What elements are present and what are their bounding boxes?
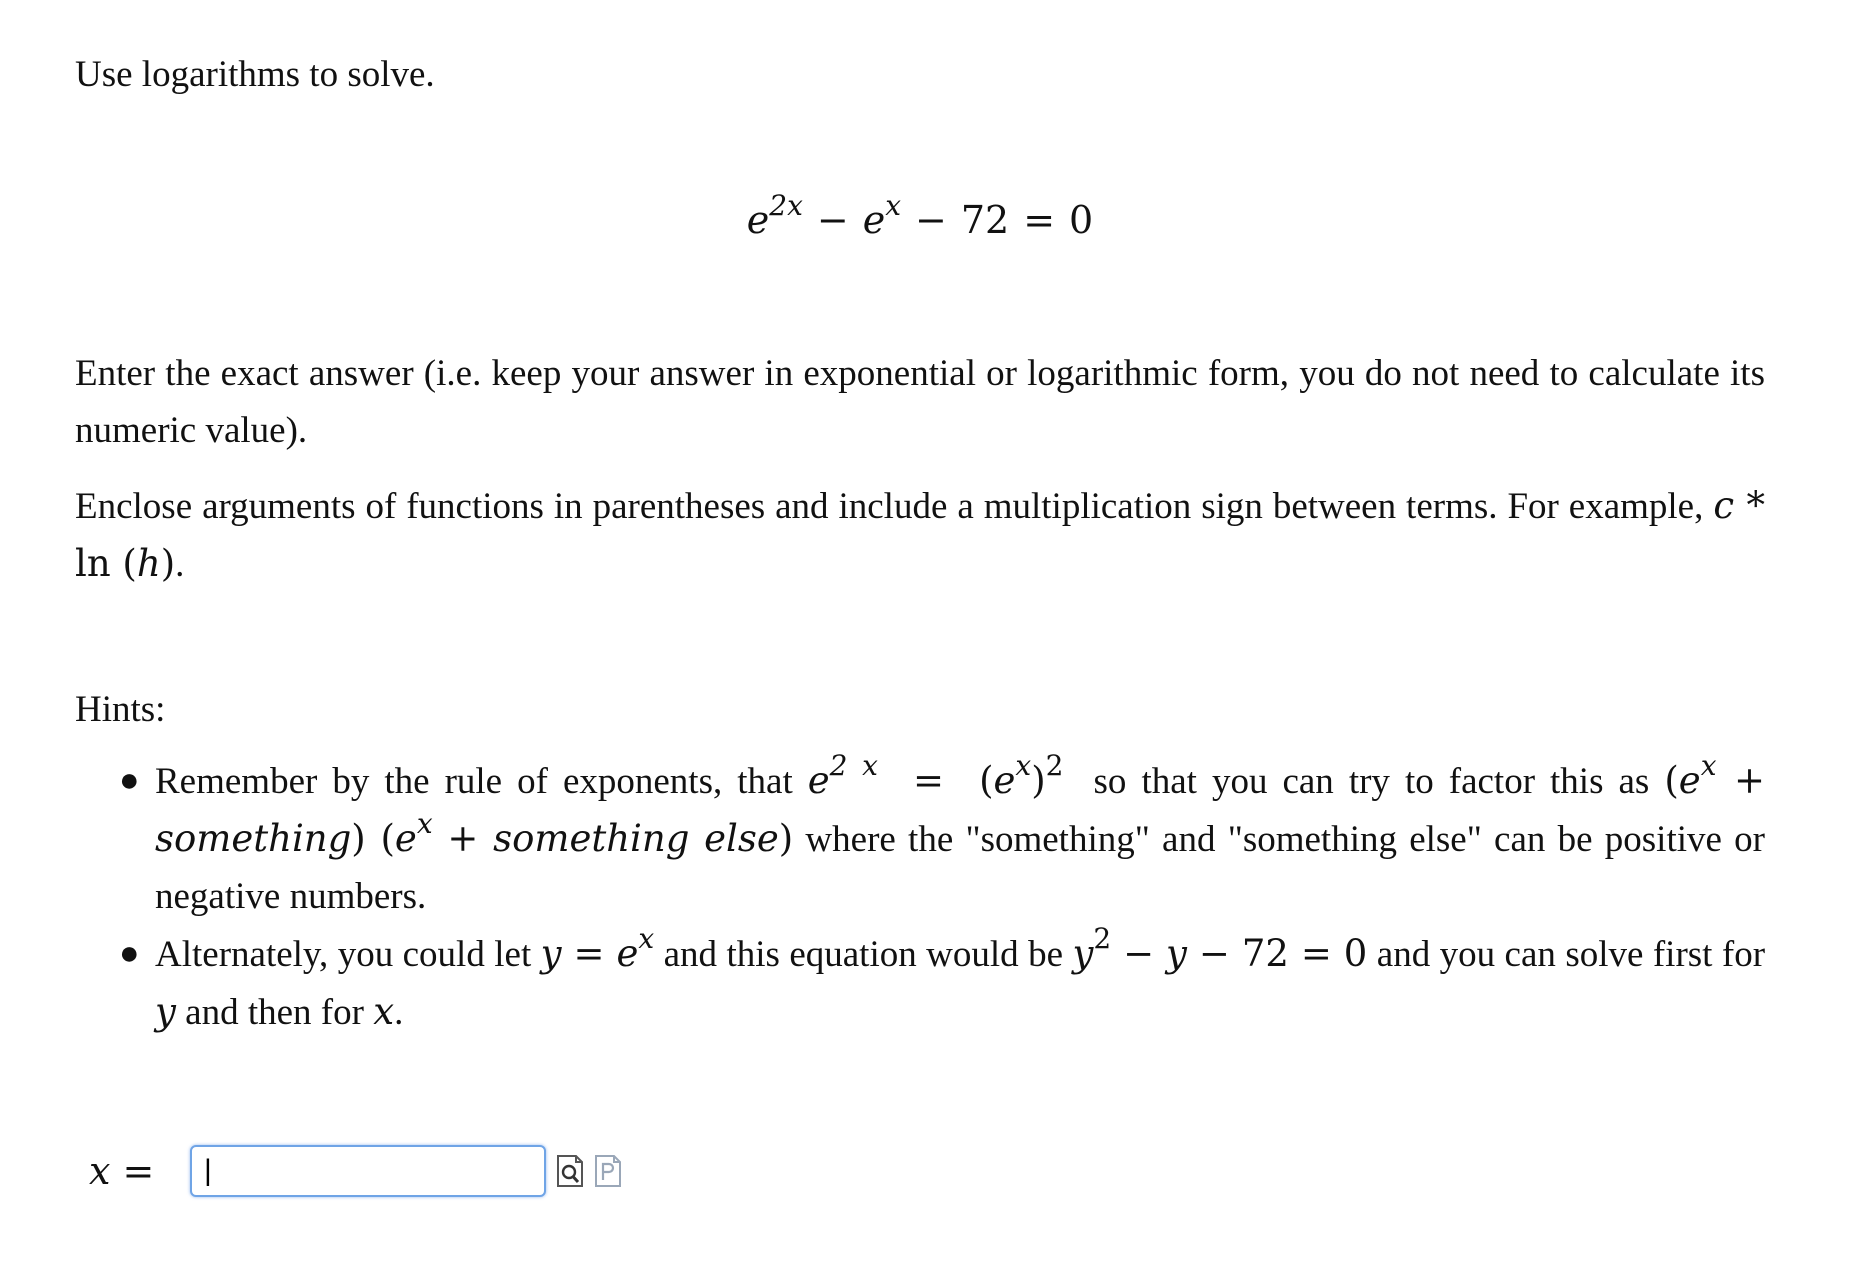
exponent-rule: $e^{2 x} = (e^x)^2$ bbox=[807, 749, 1064, 802]
equation-exponent-2: x bbox=[885, 189, 901, 222]
equation-exponent-1: 2x bbox=[769, 189, 803, 222]
hint-item: ● Alternately, you could let $y = e^x$ and this equation would be $y^2 - y - 72 = 0$ and you can solve first for y and then for x. bbox=[119, 922, 1766, 1033]
quadratic-form: $y^2 - y - 72 = 0$ bbox=[1072, 922, 1368, 975]
answer-label: x = bbox=[89, 1149, 155, 1193]
instruction-text: Use logarithms to solve. bbox=[75, 54, 435, 95]
substitution: $y = e^x$ bbox=[540, 922, 655, 975]
exact-answer-note: Enter the exact answer (i.e. keep your answer in exponential or logarithmic form, you do not need to calculate its numeric value). bbox=[75, 353, 1765, 451]
main-equation: $e^{2x} - e^x - 72 = 0$ bbox=[746, 189, 1094, 242]
hint-item: ● Remember by the rule of exponents, that $e^{2 x} = (e^x)^2$ so that you can try to factor this as ($e^x$ + something) ($e^x$ + something else) where the "something" and "something else" can be positive or negative numbers. bbox=[119, 749, 1766, 917]
bullet-icon: ● bbox=[119, 935, 140, 972]
bullet-icon: ● bbox=[119, 762, 140, 799]
equation-constant: 72 bbox=[960, 198, 1010, 242]
syntax-help-icon[interactable] bbox=[594, 1154, 622, 1188]
format-note: Enclose arguments of functions in parentheses and include a multiplication sign between terms. For example, c * ln (h). bbox=[75, 484, 1765, 585]
factor-form: ($e^x$ + something) ($e^x$ + something else) bbox=[155, 749, 1766, 860]
answer-input[interactable] bbox=[190, 1145, 546, 1197]
format-example: c * ln (h) bbox=[75, 484, 1765, 585]
preview-icon[interactable] bbox=[556, 1154, 584, 1188]
hints-list bbox=[119, 749, 1766, 1041]
answer-row bbox=[89, 1140, 622, 1202]
equation-rhs: 0 bbox=[1069, 198, 1094, 242]
hints-label: Hints: bbox=[75, 689, 166, 730]
